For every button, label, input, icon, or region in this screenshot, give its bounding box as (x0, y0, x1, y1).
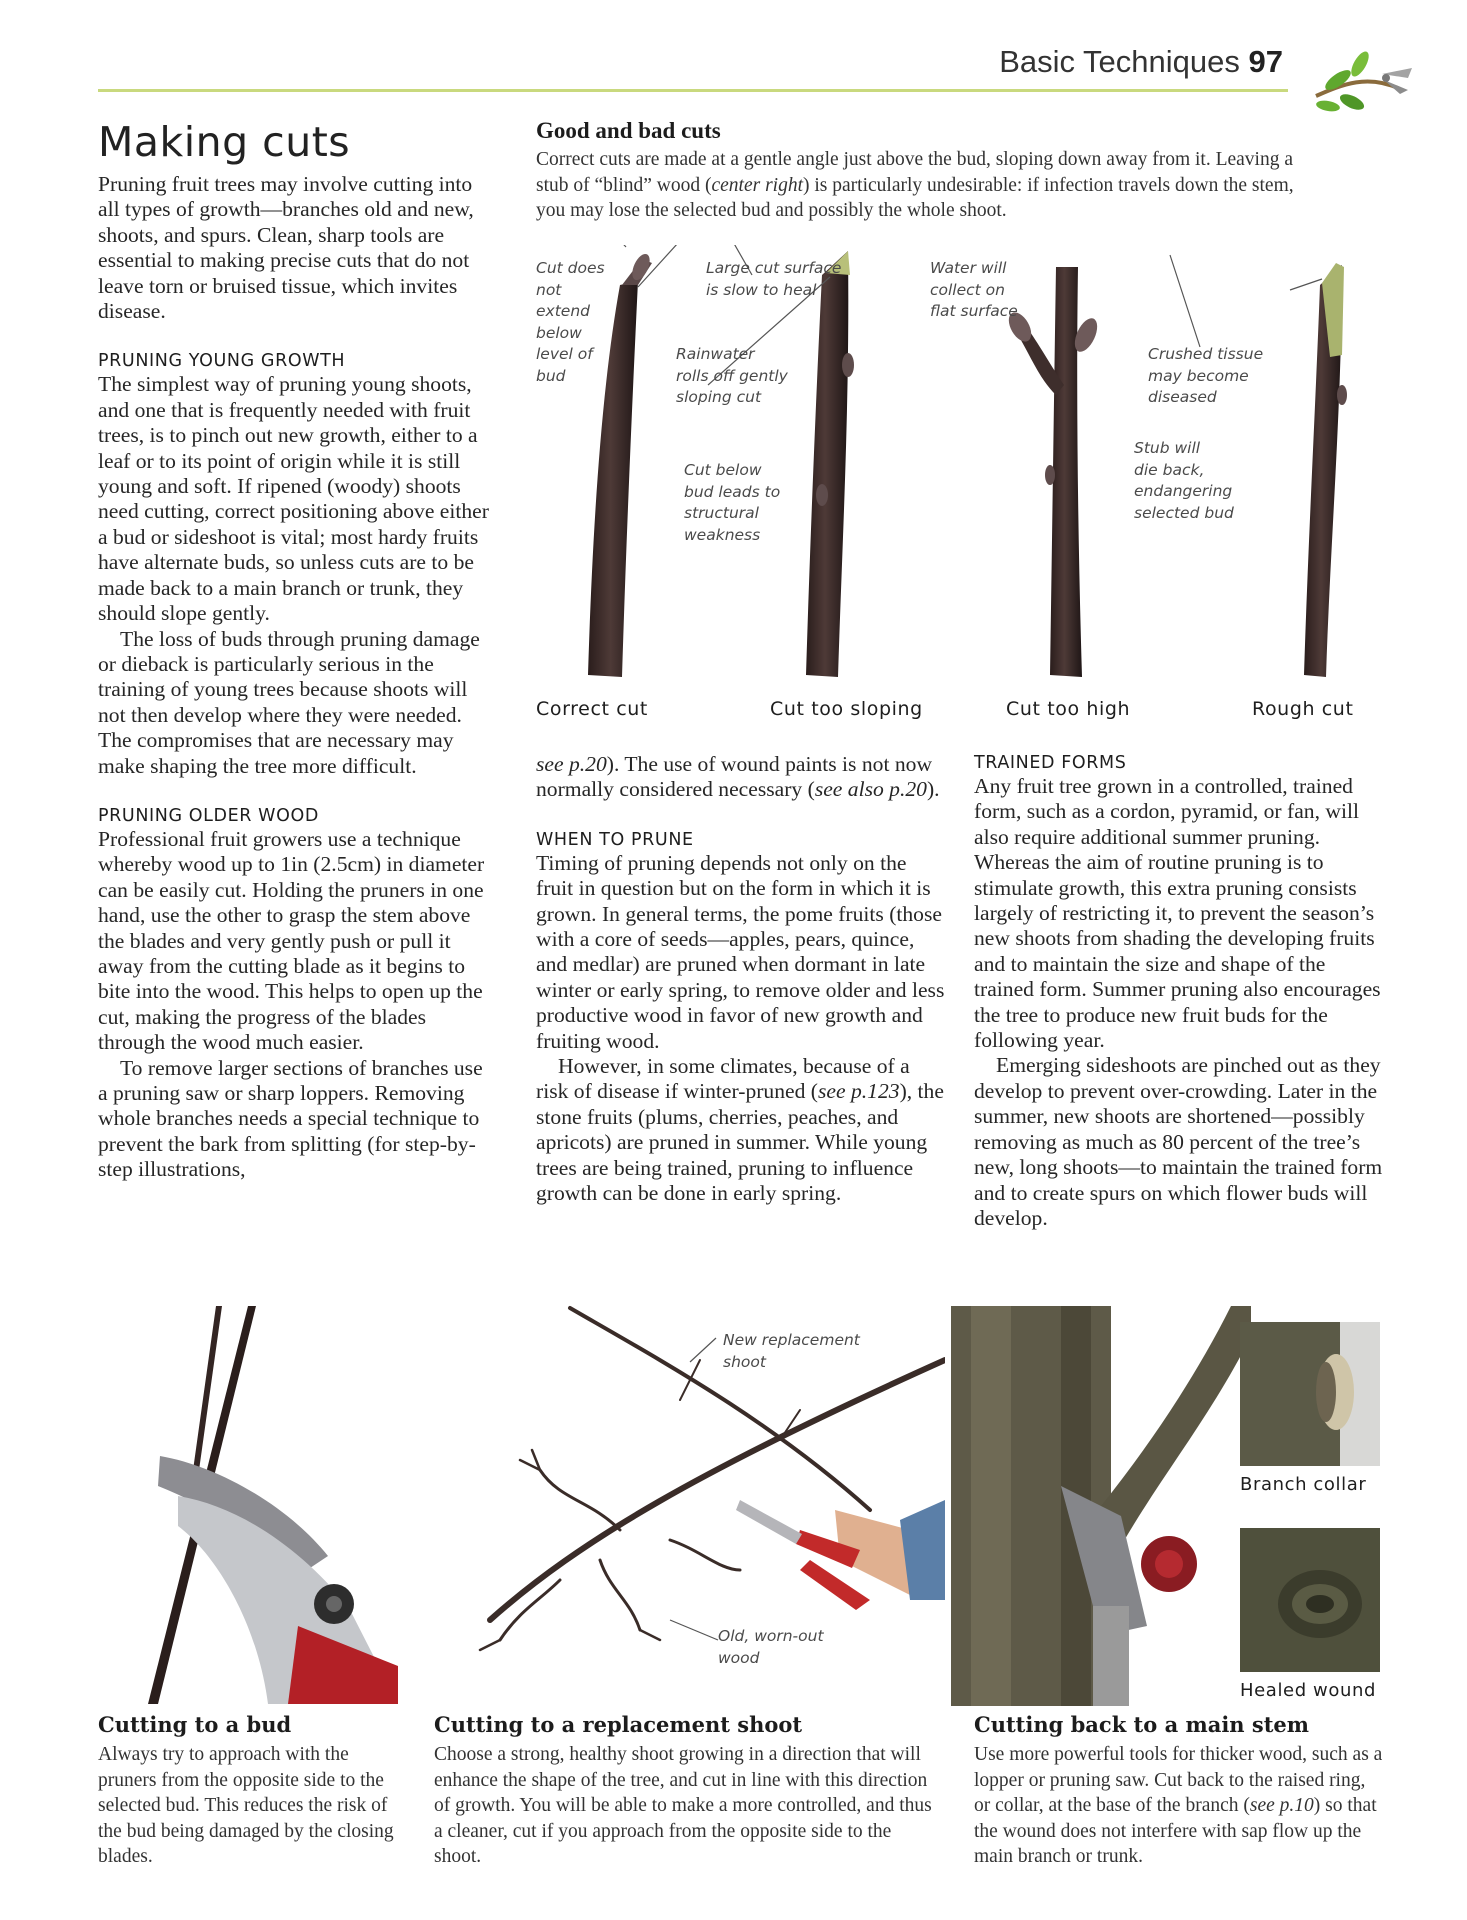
stem-cut-too-high (1004, 267, 1102, 677)
young-paragraph-2: The loss of buds through pruning damage or dieback is particularly serious in the training of young trees because shoots will not then develop where they were needed. The compromises that are necessary may make shaping the tree more difficult. (98, 626, 480, 778)
caption-heading-replacement: Cutting to a replacement shoot (434, 1712, 803, 1737)
section-heading-when: WHEN TO PRUNE (536, 829, 694, 850)
stem-cut-too-sloping (806, 251, 854, 677)
left-column (98, 172, 490, 1183)
label-cut-too-sloping: Cut too sloping (770, 698, 923, 720)
label-correct-cut: Correct cut (536, 698, 648, 720)
label-cut-too-high: Cut too high (1006, 698, 1131, 720)
callout-crushed-tissue: Crushed tissue may become diseased (1148, 345, 1264, 406)
section-heading-older: PRUNING OLDER WOOD (98, 805, 319, 826)
when-paragraph-2: However, in some climates, because of a risk of disease if winter-pruned (see p.123), the stone fruits (plums, cherries, peaches, and apricots) are pruned in summer. While young trees are being trained, pruning to influence growth can be done in early spring. (536, 1054, 944, 1206)
right-column (974, 752, 1386, 1231)
label-rough-cut: Rough cut (1252, 698, 1354, 720)
figure-heading: Good and bad cuts (536, 118, 721, 143)
header-rule (98, 89, 1288, 92)
callout-old-wood: Old, worn-out wood (718, 1627, 824, 1667)
page-number: 97 (1248, 44, 1283, 79)
photo-main-stem (951, 1306, 1251, 1706)
callout-cut-not-extend: Cut does not extend below level of bud (536, 259, 605, 385)
older-paragraph-1: Professional fruit growers use a technique whereby wood up to 1in (2.5cm) in diameter can be easily cut. Holding the pruners in one hand, use the other to grasp the stem above the blades and very gently push or pull it away from the cutting blade as it begins to bite into the wood. This helps to open up the cut, making the progress of the blades through the wood much easier. (98, 826, 485, 1055)
inset-branch-collar (1240, 1322, 1380, 1466)
young-paragraph-1: The simplest way of pruning young shoots, and one that is frequently needed with fruit trees, is to pinch out new growth, either to a leaf or to its point of origin while it is still young and soft. If ripened (woody) shoots need cutting, correct positioning above either a bud or sideshoot is vital; most hardy fruits have alternate buds, so unless cuts are to be made back to a main branch or trunk, they should slope gently. (98, 372, 489, 626)
caption-heading-bud: Cutting to a bud (98, 1712, 292, 1737)
inset-healed-wound (1240, 1528, 1380, 1672)
callout-large-cut: Large cut surface is slow to heal (706, 259, 842, 299)
caption-text-replacement: Choose a strong, healthy shoot growing in a direction that will enhance the shape of the tree, and cut in line with this direction of growth. You will be able to make a more controlled, and thus a cleaner, cut if you approach from the opposite side to the shoot. (434, 1744, 932, 1867)
callout-cut-below: Cut below bud leads to structural weakness (684, 461, 781, 544)
page-title: Making cuts (98, 118, 351, 166)
photo-replacement-shoot (440, 1300, 945, 1680)
middle-column (536, 752, 946, 1207)
caption-text-bud: Always try to approach with the pruners from the opposite side to the selected bud. This reduces the risk of the bud being damaged by the closing blades. (98, 1744, 394, 1867)
trained-paragraph-1: Any fruit tree grown in a controlled, trained form, such as a cordon, pyramid, or fan, will also require additional summer pruning. Whereas the aim of routine pruning is to stimulate growth, this extra pruning consists largely of restricting it, to prevent the season’s new shoots from shading the developing fruits and to maintain the size and shape of the trained form. Summer pruning also encourages the tree to produce new fruit buds for the following year. (974, 774, 1381, 1053)
running-header (999, 44, 1283, 80)
label-healed-wound: Healed wound (1240, 1680, 1377, 1701)
header-section: Basic Techniques (999, 44, 1240, 79)
middle-continuation: see p.20). The use of wound paints is not now normally considered necessary (see also p.20). (536, 752, 940, 802)
photo-cutting-to-bud (98, 1306, 398, 1704)
section-heading-trained: TRAINED FORMS (974, 753, 1127, 773)
figure-intro: Correct cuts are made at a gentle angle just above the bud, sloping down away from it. Leaving a stub of “blind” wood (center right) is particularly undesirable: if infection travels down the stem, you may lose the selected bud and possibly the whole shoot. (536, 149, 1294, 221)
caption-heading-main-stem: Cutting back to a main stem (974, 1712, 1309, 1737)
callout-rainwater: Rainwater rolls off gently sloping cut (676, 345, 788, 406)
caption-text-main-stem: Use more powerful tools for thicker wood, such as a lopper or pruning saw. Cut back to the raised ring, or collar, at the base of the branch (see p.10) so that the wound does not interfere with sap flow up the main branch or trunk. (974, 1744, 1383, 1867)
section-heading-young: PRUNING YOUNG GROWTH (98, 351, 346, 372)
stem-rough-cut (1304, 263, 1347, 677)
callout-stub: Stub will die back, endangering selected bud (1134, 439, 1234, 522)
label-branch-collar: Branch collar (1240, 1474, 1367, 1495)
older-paragraph-2: To remove larger sections of branches use a pruning saw or sharp loppers. Removing whole branches needs a special technique to prevent the bark from splitting (for step-by-step illustrations, (98, 1055, 483, 1182)
callout-new-replacement-shoot: New replacement shoot (723, 1331, 860, 1371)
leaf-sprig-shears-icon (1308, 34, 1418, 124)
when-paragraph-1: Timing of pruning depends not only on the fruit in question but on the form in which it is grown. In general terms, the pome fruits (those with a core of seeds—apples, pears, quince, and medlar) are pruned when dormant in late winter or early spring, to remove older and less productive wood in favor of new growth and fruiting wood. (536, 850, 945, 1053)
trained-paragraph-2: Emerging sideshoots are pinched out as they develop to prevent over-crowding. Later in the summer, new shoots are shortened—possibly removing as much as 80 percent of the tree’s new, long shoots—to maintain the trained form and to create spurs on which flower buds will develop. (974, 1053, 1383, 1230)
callout-water-collect: Water will collect on flat surface (930, 259, 1018, 320)
intro-paragraph: Pruning fruit trees may involve cutting into all types of growth—branches old and new, shoots, and spurs. Clean, sharp tools are essential to making precise cuts that do not leave torn or bruised tissue, which invites disease. (98, 172, 474, 324)
